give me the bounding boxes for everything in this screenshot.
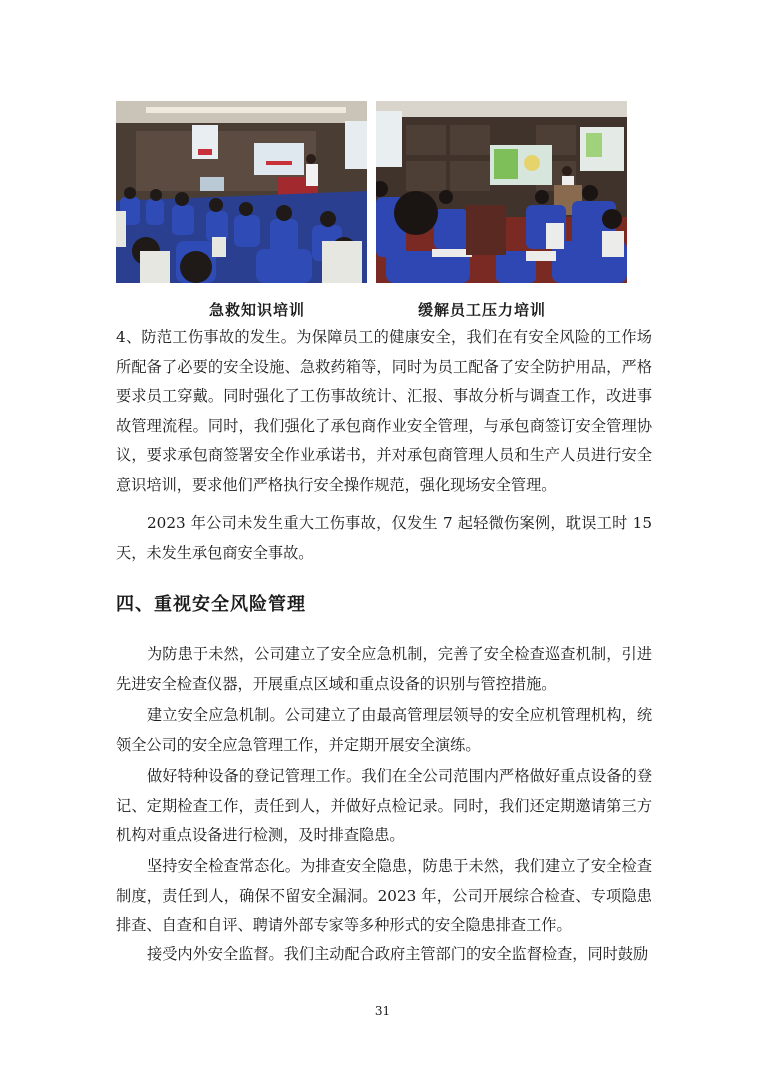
paragraph-emergency-mechanism: 建立安全应急机制。公司建立了由最高管理层领导的安全应机管理机构，统领全公司的安全应急管理工作，并定期开展安全演练。 — [116, 706, 652, 754]
first-aid-training-photo — [116, 101, 367, 283]
photo-caption-stress-relief: 缓解员工压力培训 — [418, 301, 547, 319]
paragraph-2023-injury-stats: 2023 年公司未发生重大工伤事故，仅发生 7 起轻微伤案例，耽误工时 15 天，未发生承包商安全事故。 — [116, 514, 652, 562]
stress-relief-training-photo — [376, 101, 627, 283]
paragraph-risk-intro: 为防患于未然，公司建立了安全应急机制，完善了安全检查巡查机制，引进先进安全检查仪器，开展重点区域和重点设备的识别与管控措施。 — [116, 645, 652, 693]
paragraph-prevent-work-injury: 4、防范工伤事故的发生。为保障员工的健康安全，我们在有安全风险的工作场所配备了必要的安全设施、急救药箱等，同时为员工配备了安全防护用品，严格要求员工穿戴。同时强化了工伤事故统计、汇报、事故分析与调查工作，改进事故管理流程。同时，我们强化了承包商作业安全管理，与承包商签订安全管理协议，要求承包商签署安全作业承诺书，并对承包商管理人员和生产人员进行安全意识培训，要求他们严格执行安全操作规范，强化现场安全管理。 — [116, 328, 652, 494]
paragraph-regular-inspection: 坚持安全检查常态化。为排查安全隐患，防患于未然，我们建立了安全检查制度，责任到人，确保不留安全漏洞。2023 年，公司开展综合检查、专项隐患排查、自查和自评、聘请外部专家等多种形式的安全隐患排查工作。 — [116, 857, 652, 934]
paragraph-special-equipment: 做好特种设备的登记管理工作。我们在全公司范围内严格做好重点设备的登记、定期检查工作，责任到人，并做好点检记录。同时，我们还定期邀请第三方机构对重点设备进行检测，及时排查隐患。 — [116, 767, 652, 844]
photo-caption-first-aid: 急救知识培训 — [209, 301, 306, 319]
page-number: 31 — [374, 1004, 391, 1018]
paragraph-supervision: 接受内外安全监督。我们主动配合政府主管部门的安全监督检查，同时鼓励 — [147, 945, 649, 963]
section-heading: 四、重视安全风险管理 — [116, 594, 306, 615]
